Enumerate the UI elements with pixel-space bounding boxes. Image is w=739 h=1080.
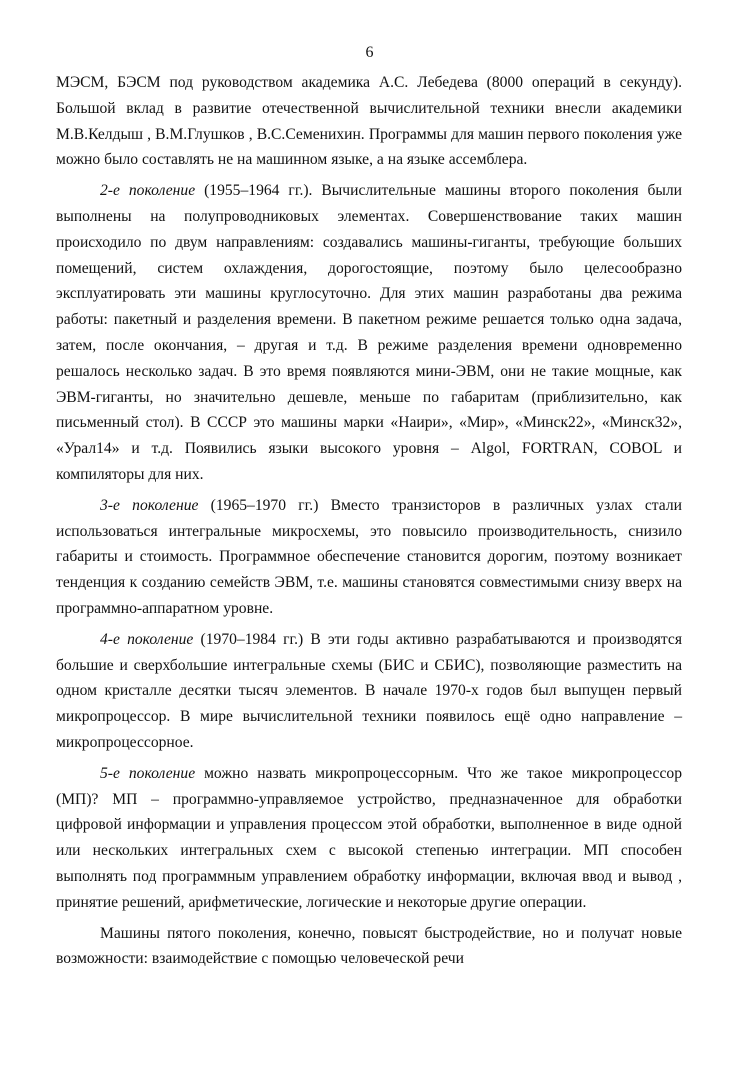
generation-term: 4-е поколение xyxy=(100,630,194,648)
paragraph-second-generation xyxy=(56,178,682,488)
generation-term: 5-е поколение xyxy=(100,764,196,782)
page-number: 6 xyxy=(365,44,374,61)
paragraph-third-generation xyxy=(56,493,682,622)
paragraph-fourth-generation xyxy=(56,627,682,756)
paragraph-text: (1965–1970 гг.) Вместо транзисторов в различных узлах стали использоваться интегральные микросхемы, это повысило производительность, снизило габариты и стоимость. Программное обеспечение становится дорогим, поэтому возникает тенденция к созданию семейств ЭВМ, т.е. машины становятся совместимыми снизу вверх на программно-аппаратном уровне. xyxy=(56,496,682,617)
generation-term: 3-е поколение xyxy=(100,496,199,514)
paragraph-text: МЭСМ, БЭСМ под руководством академика А.С. Лебедева (8000 операций в секунду). Большой вклад в развитие отечественной вычислительной техники внесли академики М.В.Келдыш , В.М.Глушков , В.С.Семенихин. Программы для машин первого поколения уже можно было составлять не на машинном языке, а на языке ассемблера. xyxy=(56,74,682,169)
generation-term: 2-е поколение xyxy=(100,182,196,200)
paragraph-fifth-generation xyxy=(56,761,682,916)
paragraph-text: можно назвать микропроцессорным. Что же такое микропроцессор (МП)? МП – программно-управляемое устройство, предназначенное для обработки цифровой информации и управления процессом этой обработки, выполненное в виде одной или нескольких интегральных схем с высокой степенью интеграции. МП способен выполнять под программным управлением обработку информации, включая ввод и вывод , принятие решений, арифметические, логические и некоторые другие операции. xyxy=(56,764,682,911)
paragraph-continuation xyxy=(56,70,682,173)
paragraph-text: (1970–1984 гг.) В эти годы активно разрабатываются и производятся большие и сверхбольшие интегральные схемы (БИС и СБИС), позволяющие разместить на одном кристалле десятки тысяч элементов. В начале 1970-х годов был выпущен первый микропроцессор. В мире вычислительной техники появилось ещё одно направление – микропроцессорное. xyxy=(56,630,682,751)
paragraph-text: (1955–1964 гг.). Вычислительные машины второго поколения были выполнены на полупроводниковых элементах. Совершенствование таких машин происходило по двум направлениям: создавались машины-гиганты, требующие больших помещений, систем охлаждения, дорогостоящие, поэтому было целесообразно эксплуатировать эти машины круглосуточно. Для этих машин разработаны два режима работы: пакетный и разделения времени. В пакетном режиме решается только одна задача, затем, после окончания, – другая и т.д. В режиме разделения времени одновременно решалось несколько задач. В это время появляются мини-ЭВМ, они не такие мощные, как ЭВМ-гиганты, но значительно дешевле, меньше по габаритам (приблизительно, как письменный стол). В СССР это машины марки «Наири», «Мир», «Минск22», «Минск32», «Урал14» и т.д. Появились языки высокого уровня – Algol, FORTRAN, COBOL и компиляторы для них. xyxy=(56,182,682,483)
paragraph-text: Машины пятого поколения, конечно, повысят быстродействие, но и получат новые возможности: взаимодействие с помощью человеческой речи xyxy=(56,924,682,968)
paragraph-fifth-generation-machines xyxy=(56,921,682,973)
body-text xyxy=(56,70,682,977)
